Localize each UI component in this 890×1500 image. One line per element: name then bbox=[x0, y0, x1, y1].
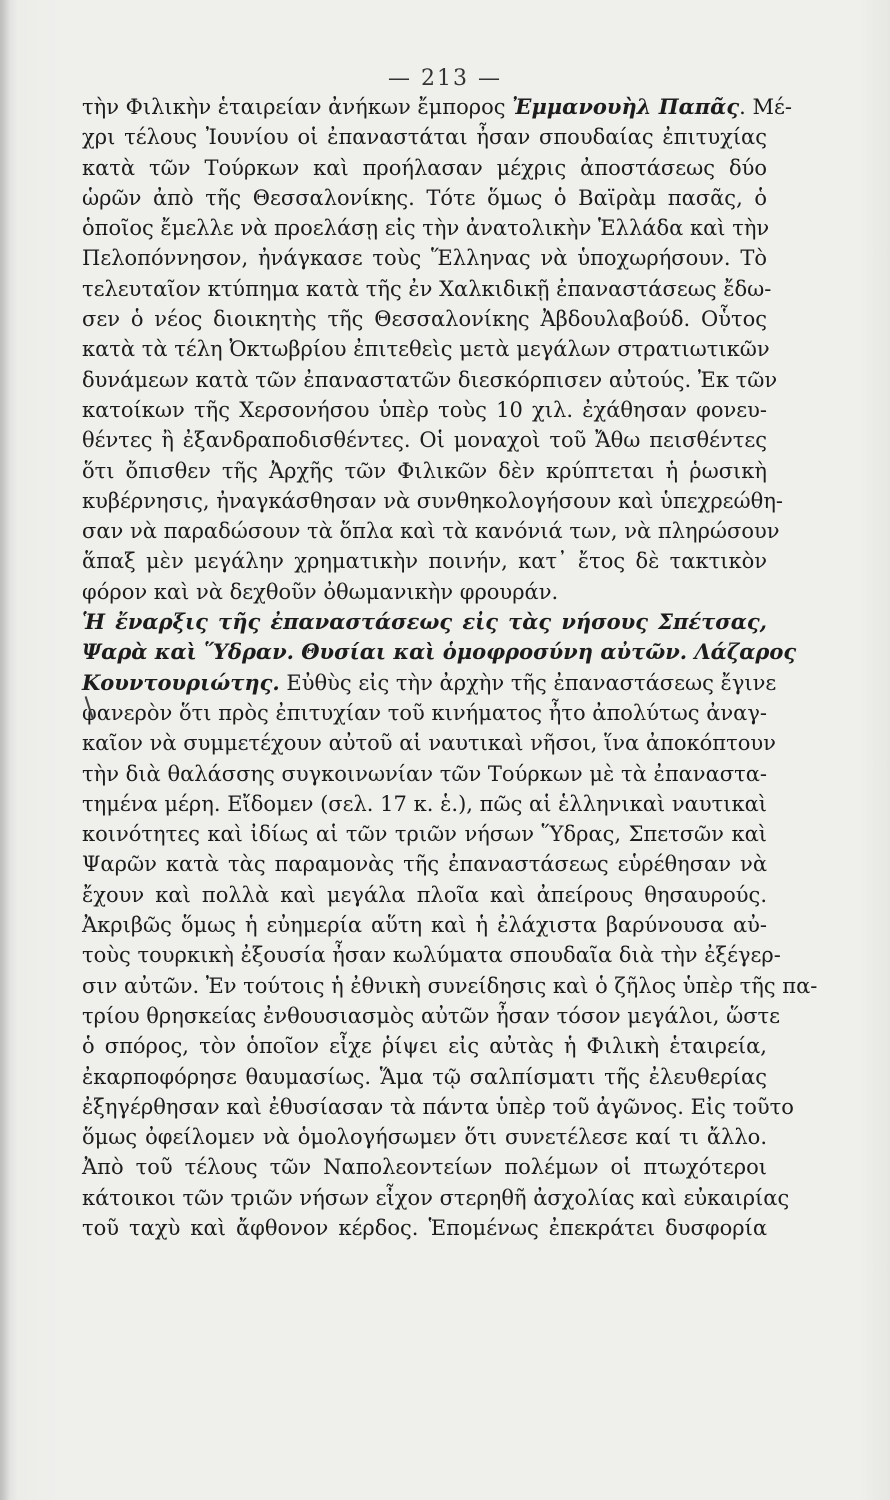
page-number: — 213 — bbox=[388, 66, 502, 91]
text-line: σιν αὐτῶν. Ἐν τούτοις ἡ ἐθνικὴ συνείδησις καὶ ὁ ζῆλος ὑπὲρ τῆς πα- bbox=[82, 973, 818, 998]
text-line: καῖον νὰ συμμετέχουν αὐτοῦ αἱ ναυτικαὶ νῆσοι, ἵνα ἀποκόπτουν bbox=[82, 731, 776, 756]
text-line: ἐκαρποφόρησε θαυμασίως. Ἅμα τῷ σαλπίσματι τῆς ἐλευθερίας bbox=[82, 1064, 767, 1089]
text-line: ὁποῖος ἔμελλε νὰ προελάσῃ εἰς τὴν ἀνατολικὴν Ἑλλάδα καὶ τὴν bbox=[82, 216, 770, 241]
text-line: θέντες ἢ ἐξανδραποδισθέντες. Οἱ μοναχοὶ τοῦ Ἄθω πεισθέντες bbox=[82, 428, 767, 453]
text-line: ὡρῶν ἀπὸ τῆς Θεσσαλονίκης. Τότε ὅμως ὁ Βαϊρὰμ πασᾶς, ὁ bbox=[82, 185, 767, 210]
text-line: κατὰ τὰ τέλη Ὀκτωβρίου ἐπιτεθεὶς μετὰ μεγάλων στρατιωτικῶν bbox=[82, 337, 770, 362]
page-binding-shadow bbox=[0, 0, 10, 1500]
text-line: Ἀκριβῶς ὅμως ἡ εὐημερία αὕτη καὶ ἡ ἐλάχιστα βαρύνουσα αὐ- bbox=[82, 913, 767, 938]
section-heading-line: Κουντουριώτης. Εὐθὺς εἰς τὴν ἀρχὴν τῆς ἐπαναστάσεως ἔγινε bbox=[82, 669, 777, 695]
text-line: σεν ὁ νέος διοικητὴς τῆς Θεσσαλονίκης Ἀβδουλαβούδ. Οὗτος bbox=[82, 307, 767, 332]
text-line: τημένα μέρη. Εἴδομεν (σελ. 17 κ. ἑ.), πῶς αἱ ἑλληνικαὶ ναυτικαὶ bbox=[82, 791, 767, 816]
text-line: φανερὸν ὅτι πρὸς ἐπιτυχίαν τοῦ κινήματος ἦτο ἀπολύτως ἀναγ- bbox=[82, 700, 767, 725]
section-heading-line: Ἡ ἔναρξις τῆς ἐπαναστάσεως εἰς τὰς νήσους Σπέτσας, bbox=[82, 609, 767, 635]
text-line: τοῦ ταχὺ καὶ ἄφθονον κέρδος. Ἑπομένως ἐπεκράτει δυσφορία bbox=[82, 1215, 767, 1240]
text-line: φόρον καὶ νὰ δεχθοῦν ὀθωμανικὴν φρουράν. bbox=[82, 579, 559, 604]
text-line: κάτοικοι τῶν τριῶν νήσων εἶχον στερηθῆ ἀσχολίας καὶ εὐκαιρίας bbox=[82, 1185, 790, 1210]
text-line: χρι τέλους Ἰουνίου οἱ ἐπαναστάται ἦσαν σπουδαίας ἐπιτυχίας bbox=[82, 125, 767, 150]
text-line: ἅπαξ μὲν μεγάλην χρηματικὴν ποινήν, κατ᾽ ἔτος δὲ τακτικὸν bbox=[82, 549, 767, 574]
section-heading-line: Ψαρὰ καὶ Ὕδραν. Θυσίαι καὶ ὁμοφροσύνη αὐτῶν. Λάζαρος bbox=[82, 639, 797, 665]
text-line: ὅτι ὄπισθεν τῆς Ἀρχῆς τῶν Φιλικῶν δὲν κρύπτεται ἡ ῥωσικὴ bbox=[82, 458, 767, 483]
text-line: τελευταῖον κτύπημα κατὰ τῆς ἐν Χαλκιδικῇ ἐπαναστάσεως ἔδω- bbox=[82, 276, 772, 301]
paragraph-2 bbox=[82, 698, 818, 1243]
text-line: Ψαρῶν κατὰ τὰς παραμονὰς τῆς ἐπαναστάσεως εὑρέθησαν νὰ bbox=[82, 852, 767, 877]
paragraph-1 bbox=[82, 92, 792, 607]
section-heading bbox=[82, 607, 797, 698]
person-name-kountouriotis: Κουντουριώτης. bbox=[82, 669, 280, 695]
text-line: ὅμως ὀφείλομεν νὰ ὁμολογήσωμεν ὅτι συνετέλεσε καί τι ἄλλο. bbox=[82, 1125, 767, 1150]
text-line: κατὰ τῶν Τούρκων καὶ προήλασαν μέχρις ἀποστάσεως δύο bbox=[82, 155, 767, 180]
text-line: ἐξηγέρθησαν καὶ ἐθυσίασαν τὰ πάντα ὑπὲρ τοῦ ἀγῶνος. Εἰς τοῦτο bbox=[82, 1094, 794, 1119]
text-line: κατοίκων τῆς Χερσονήσου ὑπὲρ τοὺς 10 χιλ. ἐχάθησαν φονευ- bbox=[82, 397, 767, 422]
text-line: ἔχουν καὶ πολλὰ καὶ μεγάλα πλοῖα καὶ ἀπείρους θησαυρούς. bbox=[82, 882, 767, 907]
text-line: τοὺς τουρκικὴ ἐξουσία ἦσαν κωλύματα σπουδαῖα διὰ τὴν ἐξέγερ- bbox=[82, 943, 781, 968]
page-text bbox=[82, 92, 818, 1243]
text-line: Ἀπὸ τοῦ τέλους τῶν Ναπολεοντείων πολέμων οἱ πτωχότεροι bbox=[82, 1155, 767, 1180]
text-line: σαν νὰ παραδώσουν τὰ ὅπλα καὶ τὰ κανόνιά των, νὰ πληρώσουν bbox=[82, 519, 780, 544]
text-line: τρίου θρησκείας ἐνθουσιασμὸς αὐτῶν ἦσαν τόσον μεγάλοι, ὥστε bbox=[82, 1003, 781, 1028]
text-line: ὁ σπόρος, τὸν ὁποῖον εἶχε ῥίψει εἰς αὐτὰς ἡ Φιλικὴ ἑταιρεία, bbox=[82, 1034, 767, 1059]
text-line: τὴν Φιλικὴν ἑταιρείαν ἀνήκων ἔμπορος Ἐμμανουὴλ Παπᾶς. Μέ- bbox=[82, 94, 792, 119]
text-line: δυνάμεων κατὰ τῶν ἐπαναστατῶν διεσκόρπισεν αὐτούς. Ἐκ τῶν bbox=[82, 367, 778, 392]
text-line: κοινότητες καὶ ἰδίως αἱ τῶν τριῶν νήσων Ὕδρας, Σπετσῶν καὶ bbox=[82, 822, 767, 847]
text-line: κυβέρνησις, ἠναγκάσθησαν νὰ συνθηκολογήσουν καὶ ὑπεχρεώθη- bbox=[82, 488, 783, 513]
text-line: τὴν διὰ θαλάσσης συγκοινωνίαν τῶν Τούρκων μὲ τὰ ἐπαναστα- bbox=[82, 761, 767, 786]
text-line: Πελοπόννησον, ἠνάγκασε τοὺς Ἕλληνας νὰ ὑποχωρήσουν. Τὸ bbox=[82, 246, 767, 271]
person-name-emmanouil-papas: Ἐμμανουὴλ Παπᾶς bbox=[512, 94, 740, 119]
